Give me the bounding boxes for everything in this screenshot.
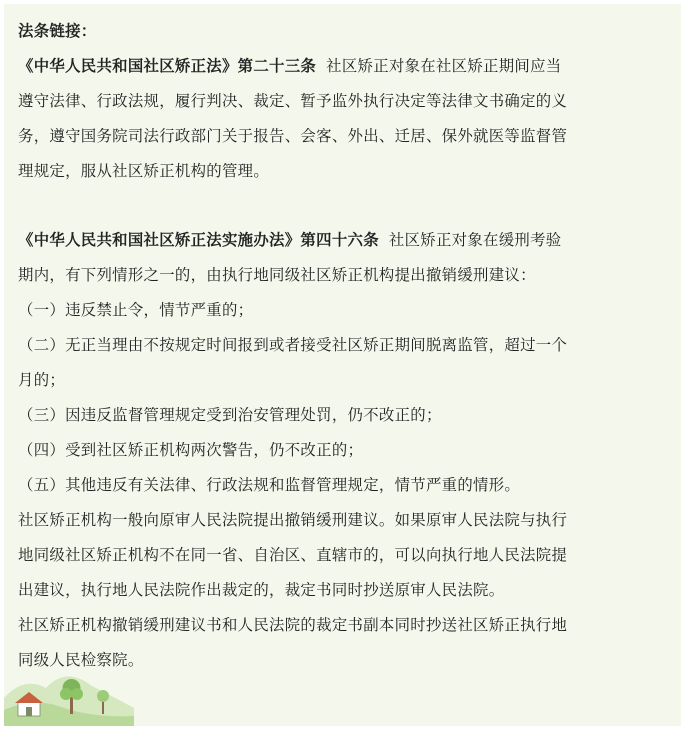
law-paragraph-line: 同级人民检察院。 [18,651,144,669]
list-item-continuation: 月的； [18,371,66,389]
law-paragraph-line: 社区矫正机构撤销缓刑建议书和人民法院的裁定书副本同时抄送社区矫正执行地 [18,616,568,634]
law-paragraph-line: 理规定，服从社区矫正机构的管理。 [18,162,270,180]
article-body [18,14,670,678]
law-paragraph-line: 社区矫正机构一般向原审人民法院提出撤销缓刑建议。如果原审人民法院与执行 [18,511,568,529]
list-item: （五）其他违反有关法律、行政法规和监督管理规定，情节严重的情形。 [18,476,521,494]
law-paragraph-line: 出建议，执行地人民法院作出裁定的，裁定书同时抄送原审人民法院。 [18,581,505,599]
paragraph-spacer [18,189,670,223]
law-text: 社区矫正对象在社区矫正期间应当 [326,57,562,75]
law-paragraph-line: 地同级社区矫正机构不在同一省、自治区、直辖市的，可以向执行地人民法院提 [18,546,568,564]
list-item: （一）违反禁止令，情节严重的； [18,301,254,319]
article-card [4,4,681,726]
law-paragraph-line: 遵守法律、行政法规，履行判决、裁定、暂予监外执行决定等法律文书确定的义 [18,92,568,110]
law-text: 社区矫正对象在缓刑考验 [388,231,562,249]
law-paragraph-line [18,49,670,84]
section-heading: 法条链接： [18,22,97,40]
village-scenery-illustration [4,636,134,726]
list-item: （二）无正当理由不按规定时间报到或者接受社区矫正期间脱离监管，超过一个 [18,336,568,354]
law-paragraph-line [18,223,670,258]
list-item: （三）因违反监督管理规定受到治安管理处罚，仍不改正的； [18,406,442,424]
law-title: 《中华人民共和国社区矫正法实施办法》第四十六条 [18,231,379,249]
law-paragraph-line: 期内，有下列情形之一的，由执行地同级社区矫正机构提出撤销缓刑建议： [18,266,536,284]
law-title: 《中华人民共和国社区矫正法》第二十三条 [18,57,317,75]
list-item: （四）受到社区矫正机构两次警告，仍不改正的； [18,441,364,459]
law-paragraph-line: 务，遵守国务院司法行政部门关于报告、会客、外出、迁居、保外就医等监督管 [18,127,568,145]
